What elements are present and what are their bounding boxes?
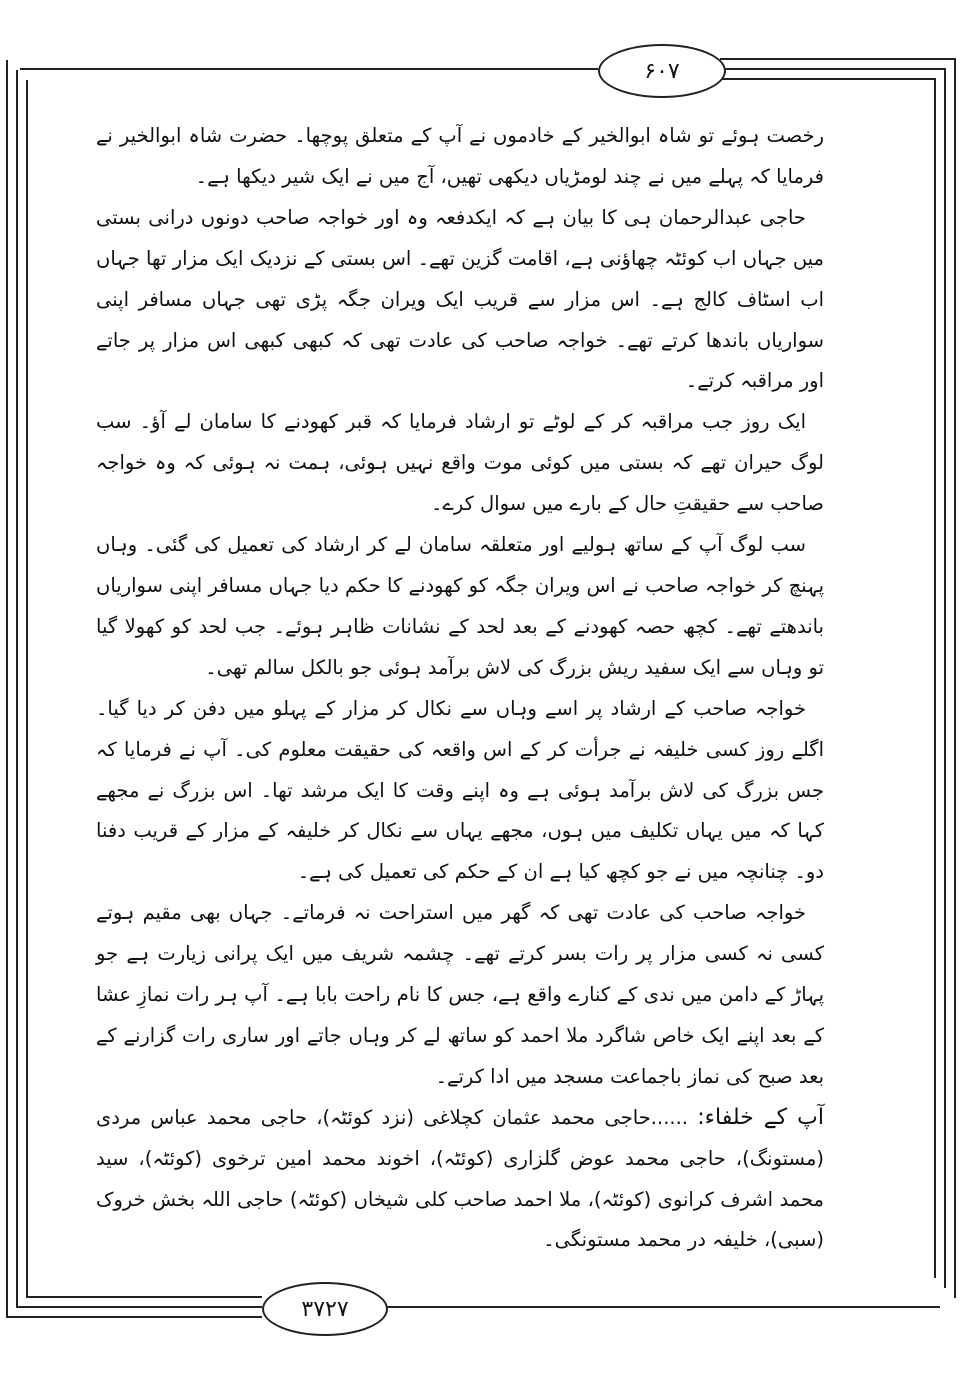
paragraph: حاجی عبدالرحمان ہی کا بیان ہے کہ ایکدفعہ وہ اور خواجہ صاحب دونوں درانی بستی میں جہاں اب کوئٹہ چھاؤنی ہے، اقامت گزین تھے۔ اس بستی کے نزدیک ایک مزار تھا جہاں اب اسٹاف کالج ہے۔ اس مزار سے قریب ایک ویران جگہ پڑی تھی جہاں مسافر اپنی سواریاں باندھا کرتے تھے۔ خواجہ صاحب کی عادت تھی کہ کبھی کبھی اس مزار پر جاتے اور مراقبہ کرتے۔ [96, 205, 824, 393]
frame-right-line-middle [944, 68, 946, 1288]
page-number-bottom: ۳۷۲۷ [262, 1282, 388, 1336]
frame-top-line-middle [720, 68, 946, 70]
frame-left-line-outer [6, 60, 8, 1318]
page-number-top: ۶۰۷ [598, 44, 726, 98]
frame-bottom-line-middle [16, 1306, 262, 1308]
paragraph: خواجہ صاحب کے ارشاد پر اسے وہاں سے نکال کر مزار کے پہلو میں دفن کر دیا گیا۔ اگلے روز کسی خلیفہ نے جرأت کر کے اس واقعہ کی حقیقت معلوم کی۔ آپ نے فرمایا کہ جس بزرگ کی لاش برآمد ہوئی ہے وہ اپنے وقت کا ایک مرشد تھا۔ اس بزرگ نے مجھے کہا کہ میں یہاں تکلیف میں ہوں، مجھے یہاں سے نکال کر خلیفہ کے مزار کے قریب دفنا دو۔ چنانچہ میں نے جو کچھ کیا ہے ان کے حکم کی تعمیل کی ہے۔ [96, 696, 824, 884]
frame-top-line-inner [720, 78, 936, 80]
frame-top-line-left [20, 68, 598, 70]
frame-right-line-inner [934, 78, 936, 1278]
page-text [96, 116, 824, 1261]
frame-top-line-outer [720, 58, 956, 60]
paragraph: سب لوگ آپ کے ساتھ ہولیے اور متعلقہ سامان لے کر ارشاد کی تعمیل کی گئی۔ وہاں پہنچ کر خواجہ صاحب نے اس ویران جگہ کو کھودنے کا حکم دیا جہاں مسافر اپنی سواریاں باندھتے تھے۔ کچھ حصہ کھودنے کے بعد لحد کے نشانات ظاہر ہوئے۔ جب لحد کو کھولا گیا تو وہاں سے ایک سفید ریش بزرگ کی لاش برآمد ہوئی جو بالکل سالم تھی۔ [96, 533, 824, 679]
paragraph: خواجہ صاحب کی عادت تھی کہ گھر میں استراحت نہ فرماتے۔ جہاں بھی مقیم ہوتے کسی نہ کسی مزار پر رات بسر کرتے تھے۔ چشمہ شریف میں ایک پرانی زیارت ہے جو پہاڑ کے دامن میں ندی کے کنارے واقع ہے، جس کا نام راحت بابا ہے۔ آپ ہر رات نمازِ عشا کے بعد اپنے ایک خاص شاگرد ملا احمد کو ساتھ لے کر وہاں جاتے اور ساری رات گزارنے کے بعد صبح کی نماز باجماعت مسجد میں ادا کرتے۔ [96, 901, 824, 1088]
frame-left-line-middle [16, 70, 18, 1308]
khulafa-heading: آپ کے خلفاء: [697, 1104, 824, 1130]
khulafa-paragraph [96, 1098, 824, 1262]
paragraph: رخصت ہوئے تو شاہ ابوالخیر کے خادموں نے آپ کے متعلق پوچھا۔ حضرت شاہ ابوالخیر نے فرمایا کہ پہلے میں نے چند لومڑیاں دیکھی تھیں، آج میں نے ایک شیر دیکھا ہے۔ [96, 124, 824, 188]
frame-bottom-line-right [384, 1306, 940, 1308]
frame-bottom-line-inner [26, 1296, 262, 1298]
paragraph: ایک روز جب مراقبہ کر کے لوٹے تو ارشاد فرمایا کہ قبر کھودنے کا سامان لے آؤ۔ سب لوگ حیران تھے کہ بستی میں کوئی موت واقع نہیں ہوئی، ہمت نہ ہوئی کہ وہ خواجہ صاحب سے حقیقتِ حال کے بارے میں سوال کرے۔ [96, 410, 824, 516]
frame-right-line-outer [954, 58, 956, 1298]
frame-left-line-inner [26, 80, 28, 1298]
frame-bottom-line-outer [6, 1316, 262, 1318]
khulafa-list: ......حاجی محمد عثمان کچلاغی (نزد کوئٹہ)، حاجی محمد عباس مردی (مستونگ)، حاجی محمد عوض گلزاری (کوئٹہ)، اخوند محمد امین ترخوی (کوئٹہ)، سید محمد اشرف کرانوی (کوئٹہ)، ملا احمد صاحب کلی شیخاں (کوئٹہ) حاجی اللہ بخش خروک (سبی)، خلیفہ در محمد مستونگی۔ [96, 1105, 824, 1252]
